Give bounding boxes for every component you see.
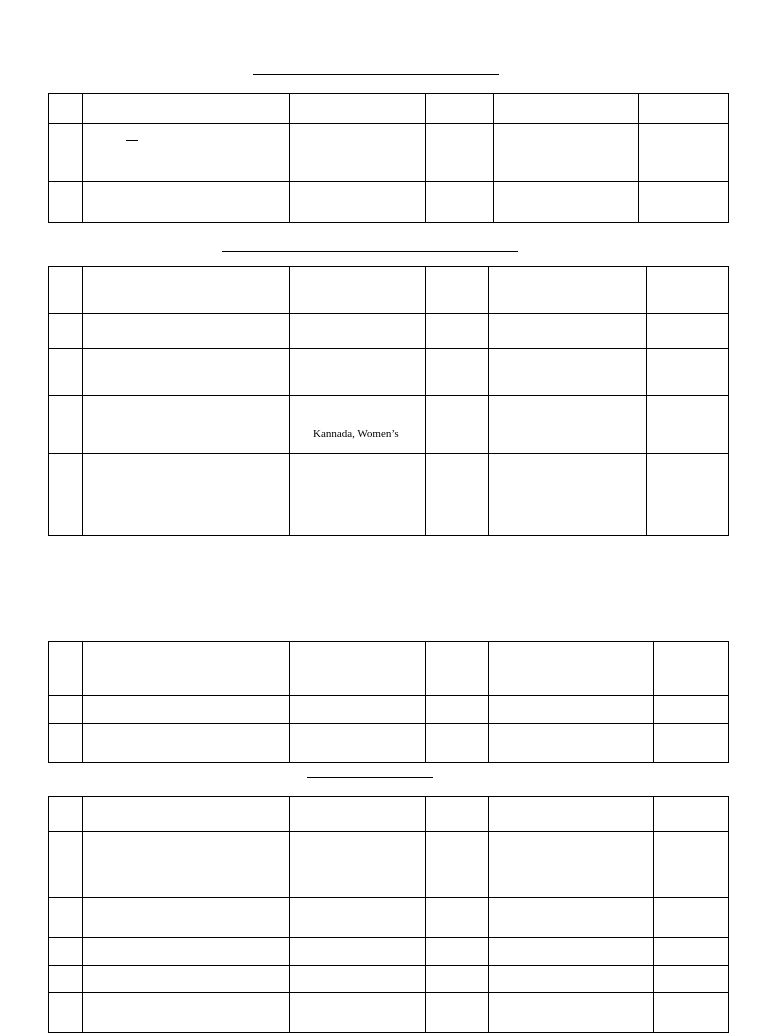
table-cell: [426, 349, 489, 396]
table-cell: [49, 267, 83, 314]
table-cell: [290, 94, 426, 124]
table-cell: [489, 642, 654, 696]
table-row: [49, 124, 729, 182]
table-cell: [426, 642, 489, 696]
table-cell: [654, 993, 729, 1033]
table-row: [49, 349, 729, 396]
table-cell: [290, 797, 426, 832]
table-cell: [426, 124, 494, 182]
table-cell: [489, 696, 654, 724]
table-cell: [647, 314, 729, 349]
table-cell: [489, 797, 654, 832]
table-cell: [654, 696, 729, 724]
table-cell: [426, 94, 494, 124]
table-cell: [290, 314, 426, 349]
table-cell: [654, 898, 729, 938]
table-cell: [49, 314, 83, 349]
table-row: [49, 94, 729, 124]
table-cell: [489, 832, 654, 898]
table-cell: [83, 267, 290, 314]
table-cell: [489, 396, 647, 454]
table-cell: [49, 124, 83, 182]
table-cell: [49, 993, 83, 1033]
table-cell: [49, 94, 83, 124]
table-cell: [49, 396, 83, 454]
table-cell: [426, 396, 489, 454]
table-cell: [290, 124, 426, 182]
table-cell: [647, 267, 729, 314]
table-cell: [494, 124, 639, 182]
table-cell: [83, 797, 290, 832]
table-cell: [489, 993, 654, 1033]
table-cell: [426, 898, 489, 938]
table-row: [49, 696, 729, 724]
table-cell: [494, 182, 639, 223]
table-cell: [83, 454, 290, 536]
table-cell: [49, 724, 83, 763]
table-cell: [489, 454, 647, 536]
table-cell: [426, 797, 489, 832]
table-cell: [426, 454, 489, 536]
table-cell: [639, 124, 729, 182]
table-row: [49, 267, 729, 314]
table-cell: [654, 724, 729, 763]
table-cell: [290, 396, 426, 454]
table-cell: [290, 724, 426, 763]
table-1: [48, 93, 729, 223]
heading-rule-2: [222, 251, 518, 252]
table-cell: [49, 832, 83, 898]
table-cell: [654, 642, 729, 696]
table-cell: [639, 182, 729, 223]
table-cell: [83, 966, 290, 993]
table-cell: [83, 314, 290, 349]
table-cell: [290, 267, 426, 314]
table-cell: [290, 454, 426, 536]
table-cell: [647, 349, 729, 396]
table-4: [48, 796, 729, 1033]
table-cell: [647, 396, 729, 454]
cell-text-kannada-womens: Kannada, Women’s: [313, 428, 399, 440]
table-cell: [290, 938, 426, 966]
table-row: [49, 797, 729, 832]
table-row: [49, 898, 729, 938]
table-cell: [489, 966, 654, 993]
table-cell: [290, 993, 426, 1033]
table-cell: [426, 724, 489, 763]
table-cell: [83, 724, 290, 763]
table-cell: [49, 898, 83, 938]
table-2: [48, 266, 729, 536]
table-row: [49, 182, 729, 223]
table-cell: [426, 182, 494, 223]
heading-rule-1: [253, 74, 499, 75]
table-cell: [494, 94, 639, 124]
table-cell: [49, 696, 83, 724]
table-row: [49, 724, 729, 763]
table-cell: [489, 314, 647, 349]
table-cell: [83, 938, 290, 966]
table-cell: [290, 832, 426, 898]
table-row: [49, 314, 729, 349]
table-cell: [290, 696, 426, 724]
table-cell: [83, 898, 290, 938]
table-cell: [83, 396, 290, 454]
table-cell: [426, 832, 489, 898]
table-cell: [49, 349, 83, 396]
table-cell: [489, 938, 654, 966]
table-cell: [290, 182, 426, 223]
table-cell: [49, 642, 83, 696]
table-cell: [489, 349, 647, 396]
table-cell: [639, 94, 729, 124]
heading-rule-4: [307, 777, 433, 778]
table-cell: [654, 938, 729, 966]
table-row: [49, 396, 729, 454]
table-cell: [426, 696, 489, 724]
table-cell: [290, 349, 426, 396]
table-cell: [426, 993, 489, 1033]
table-cell: [489, 724, 654, 763]
table-row: [49, 993, 729, 1033]
table-row: [49, 832, 729, 898]
table-cell: [654, 966, 729, 993]
table-row: [49, 938, 729, 966]
table-cell: [654, 832, 729, 898]
table-cell: [290, 898, 426, 938]
table-cell: [654, 797, 729, 832]
table-cell: [489, 267, 647, 314]
table-row: [49, 642, 729, 696]
table-cell: [49, 182, 83, 223]
table-cell: [290, 642, 426, 696]
table-cell: [83, 832, 290, 898]
table-3: [48, 641, 729, 763]
table-row: [49, 966, 729, 993]
table-cell: [83, 94, 290, 124]
table-cell: [426, 966, 489, 993]
table-cell: [49, 454, 83, 536]
table-cell: [426, 314, 489, 349]
table-cell: [426, 267, 489, 314]
table-cell: [83, 182, 290, 223]
table-cell: [83, 124, 290, 182]
table-cell: [83, 349, 290, 396]
table-cell: [426, 938, 489, 966]
table-cell: [83, 642, 290, 696]
table-cell: [83, 993, 290, 1033]
table-row: [49, 454, 729, 536]
table-cell: [49, 797, 83, 832]
table-cell: [290, 966, 426, 993]
table-cell: [49, 966, 83, 993]
table-cell: [49, 938, 83, 966]
table-cell: [647, 454, 729, 536]
table-cell: [489, 898, 654, 938]
dash-mark: [126, 140, 138, 141]
table-cell: [83, 696, 290, 724]
